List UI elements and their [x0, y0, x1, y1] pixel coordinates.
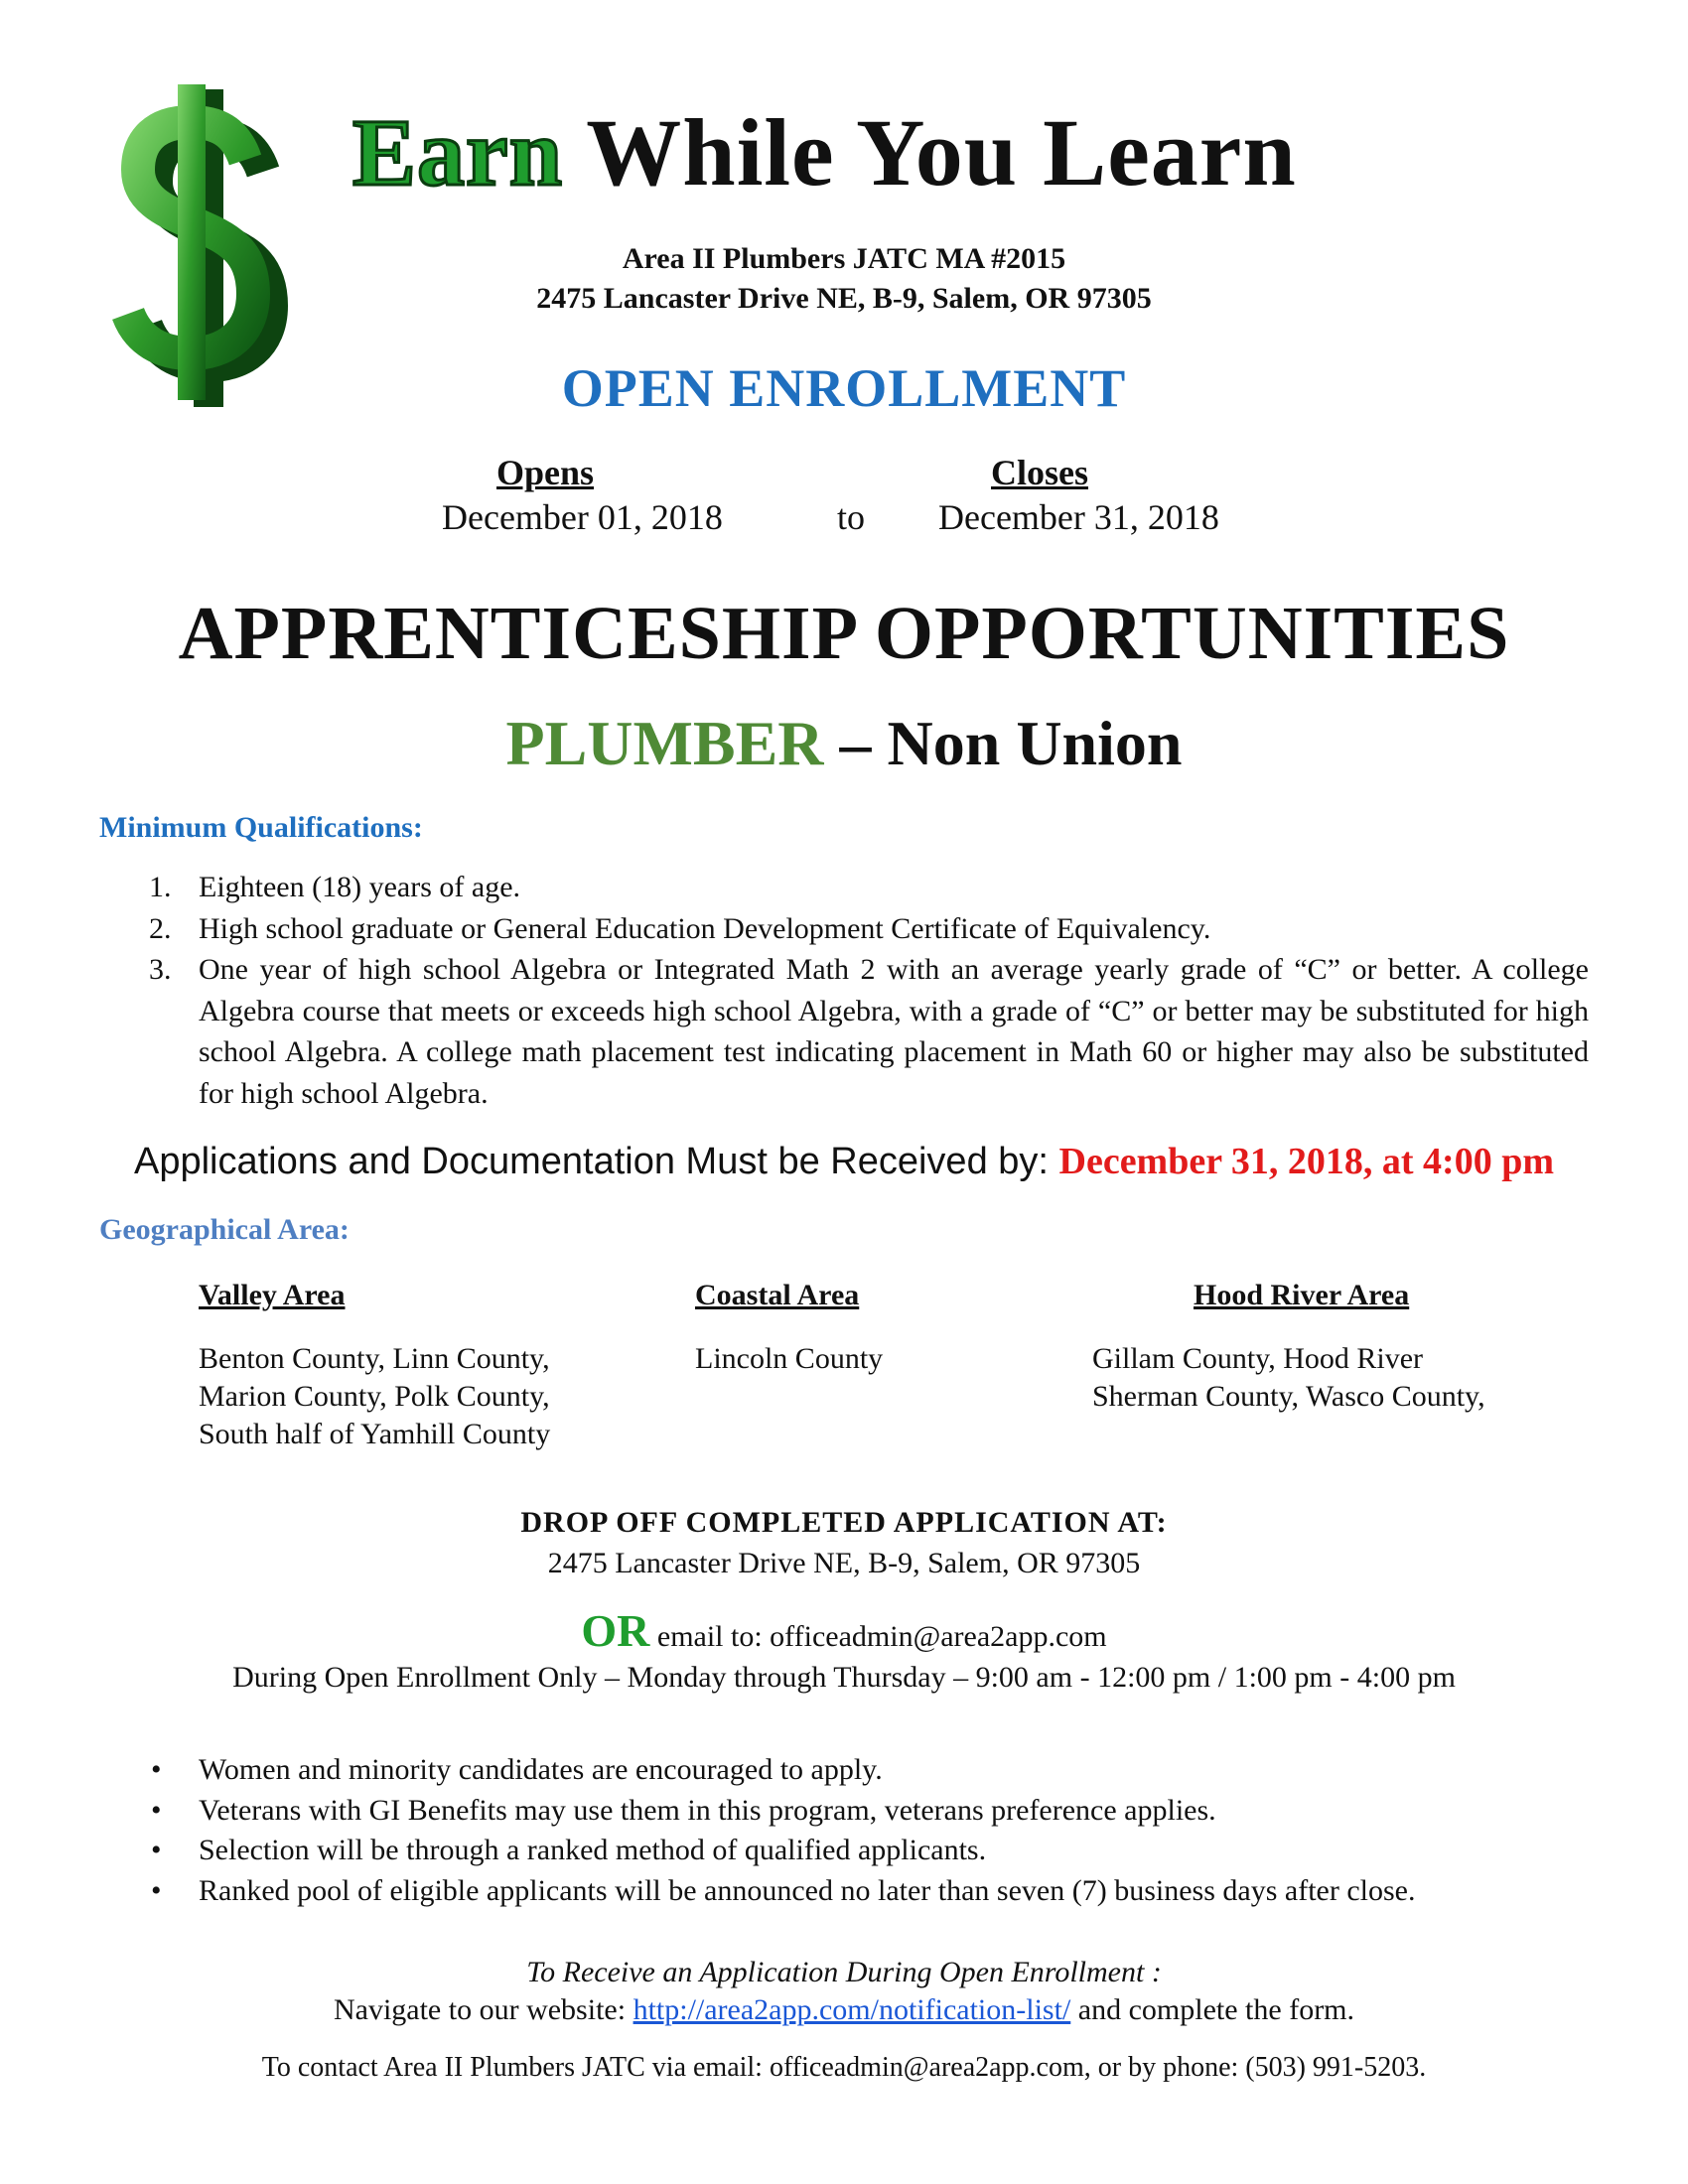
open-enrollment-title: OPEN ENROLLMENT: [561, 358, 1127, 418]
dropoff-address: 2475 Lancaster Drive NE, B-9, Salem, OR 97305: [547, 1547, 1141, 1579]
list-item: 1. Eighteen (18) years of age.: [149, 871, 521, 903]
notes-list: [151, 1750, 1591, 1911]
deadline-value: December 31, 2018, at 4:00 pm: [1058, 1141, 1554, 1182]
receive-application-line: To Receive an Application During Open Enrollment :: [526, 1956, 1162, 1988]
list-item: 2. High school graduate or General Education Development Certificate of Equivalency.: [149, 911, 1211, 945]
valley-area-counties: Benton County, Linn County, Marion County, Polk County, South half of Yamhill County: [199, 1342, 551, 1450]
date-separator: to: [837, 497, 866, 537]
coastal-area-counties: Lincoln County: [695, 1342, 884, 1375]
org-address: 2475 Lancaster Drive NE, B-9, Salem, OR 97305: [536, 282, 1152, 315]
office-hours: During Open Enrollment Only – Monday through Thursday – 9:00 am - 12:00 pm / 1:00 pm - 4:00 pm: [232, 1661, 1456, 1694]
deadline-label: Applications and Documentation Must be Received by:: [133, 1141, 1049, 1182]
trade-suffix: – Non Union: [839, 708, 1183, 778]
qualifications-list: [149, 867, 1589, 1114]
navigate-suffix: and complete the form.: [1077, 1993, 1355, 2026]
email-line: [0, 1604, 1688, 1657]
dropoff-heading: DROP OFF COMPLETED APPLICATION AT:: [520, 1506, 1168, 1539]
contact-line: To contact Area II Plumbers JATC via email: officeadmin@area2app.com, or by phone: (503) 991-5203.: [261, 2052, 1427, 2083]
deadline-line: [0, 1140, 1688, 1183]
navigate-line: [0, 1993, 1688, 2027]
qualifications-heading: Minimum Qualifications:: [99, 811, 423, 844]
trade-name: PLUMBER: [505, 708, 824, 778]
list-item: 3. One year of high school Algebra or Integrated Math 2 with an average yearly grade of “C” or better. A college Algebra course that meets or exceeds high school Algebra, with a grade of “C” or better may be substituted for high school Algebra. A college math placement test indicating placement in Math 60 or higher may also be substituted for high school Algebra.: [149, 953, 1589, 1110]
closes-label: Closes: [991, 453, 1088, 492]
list-item: • Women and minority candidates are encouraged to apply.: [151, 1753, 883, 1786]
headline-rest: While You Learn: [586, 99, 1297, 205]
hood-river-area-counties: Gillam County, Hood River Sherman County, Wasco County,: [1092, 1342, 1485, 1413]
hood-river-area-title: Hood River Area: [1194, 1279, 1410, 1311]
coastal-area-title: Coastal Area: [695, 1279, 860, 1311]
org-name: Area II Plumbers JATC MA #2015: [622, 242, 1066, 275]
email-text: email to: officeadmin@area2app.com: [656, 1620, 1107, 1653]
geography-heading: Geographical Area:: [99, 1213, 350, 1246]
closes-date: December 31, 2018: [938, 497, 1219, 537]
or-word: OR: [581, 1605, 650, 1656]
list-item: • Ranked pool of eligible applicants will be announced no later than seven (7) business days after close.: [151, 1873, 1416, 1907]
main-title: APPRENTICESHIP OPPORTUNITIES: [178, 592, 1510, 675]
navigate-prefix: Navigate to our website:: [333, 1993, 627, 2026]
opens-label: Opens: [496, 453, 595, 492]
trade-title: [0, 707, 1688, 780]
list-item: • Selection will be through a ranked method of qualified applicants.: [151, 1834, 987, 1866]
headline: [352, 97, 1297, 207]
opens-date: December 01, 2018: [442, 497, 723, 537]
headline-accent: Earn: [352, 99, 564, 205]
list-item: • Veterans with GI Benefits may use them in this program, veterans preference applies.: [151, 1793, 1216, 1827]
website-link[interactable]: http://area2app.com/notification-list/: [633, 1993, 1071, 2026]
valley-area-title: Valley Area: [199, 1279, 346, 1311]
